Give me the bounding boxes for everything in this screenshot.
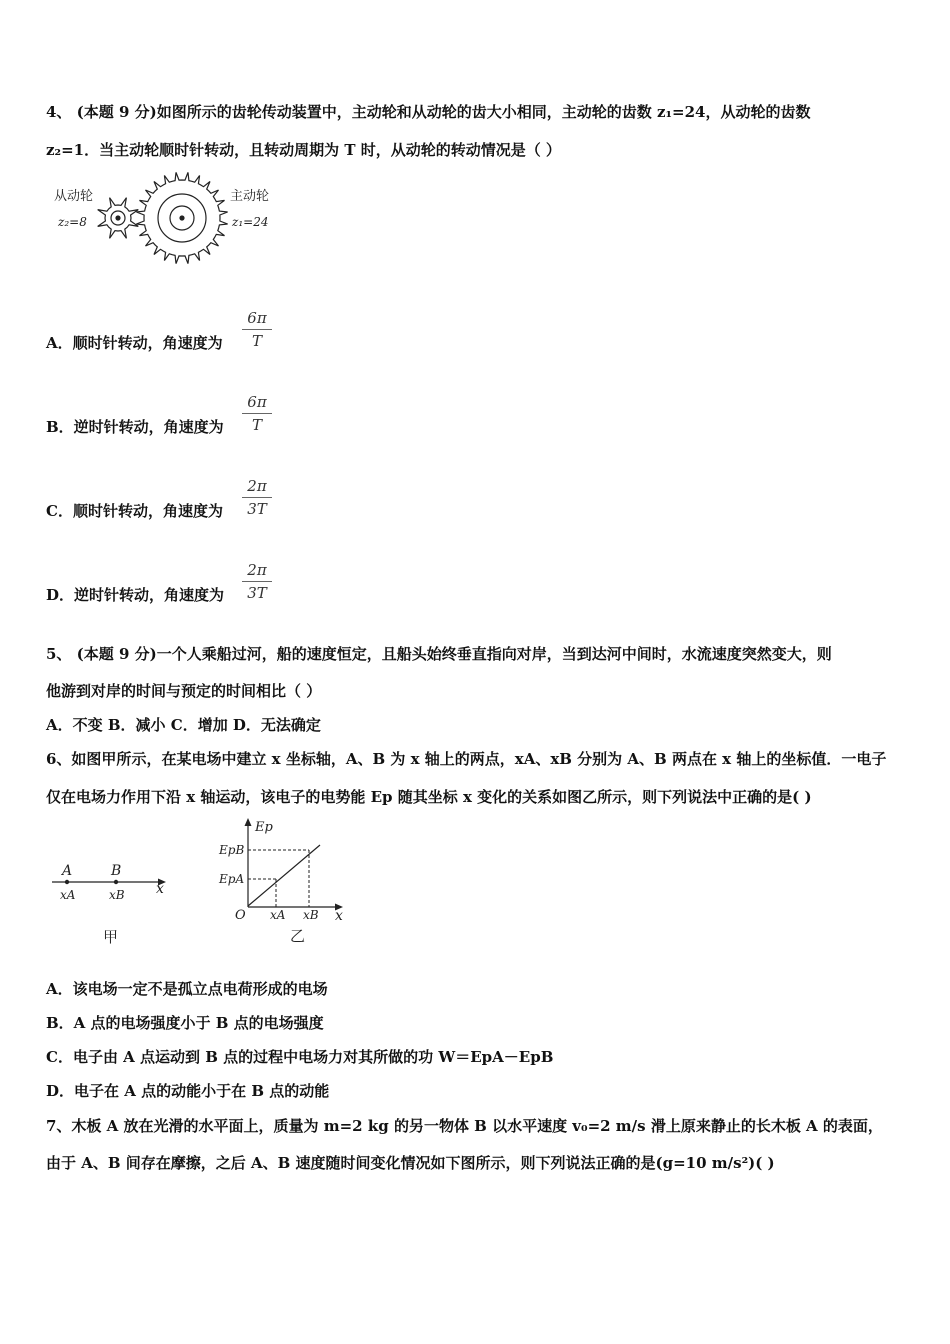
figure-yi	[215, 815, 360, 950]
q5-line1: 5、 (本题 9 分)一个人乘船过河，船的速度恒定，且船头始终垂直指向对岸，当到达河中间时，水流速度突然变大，则	[46, 645, 832, 663]
figure-jia	[46, 855, 186, 950]
q4-option-b-fraction: 6π T	[242, 392, 272, 435]
jia-label-xa: xA	[60, 888, 76, 902]
driven-label: 从动轮	[54, 189, 94, 204]
q4-option-a: A．顺时针转动，角速度为	[46, 334, 223, 352]
q4-line1: 4、 (本题 9 分)如图所示的齿轮传动装置中，主动轮和从动轮的齿大小相同，主动轮的齿数 z₁=24，从动轮的齿数	[46, 103, 811, 121]
driver-label: 主动轮	[230, 189, 270, 204]
q6-line1: 6、如图甲所示，在某电场中建立 x 坐标轴，A、B 为 x 轴上的两点，xA、xB 分别为 A、B 两点在 x 轴上的坐标值．一电子	[46, 750, 887, 768]
jia-caption: 甲	[103, 928, 119, 946]
yi-label-epb: EpB	[219, 843, 245, 857]
q7-line1: 7、木板 A 放在光滑的水平面上，质量为 m=2 kg 的另一物体 B 以水平速度 v₀=2 m/s 滑上原来静止的长木板 A 的表面，	[46, 1117, 883, 1135]
q7-line2: 由于 A、B 间存在摩擦，之后 A、B 速度随时间变化情况如下图所示，则下列说法正确的是(g=10 m/s²)( )	[46, 1154, 775, 1172]
q6-option-c: C．电子由 A 点运动到 B 点的过程中电场力对其所做的功 W＝EpA－EpB	[46, 1048, 554, 1066]
gear-figure	[46, 170, 286, 270]
jia-label-a: A	[62, 863, 73, 879]
q5-line2: 他游到对岸的时间与预定的时间相比（ ）	[46, 682, 322, 700]
q6-option-d: D．电子在 A 点的动能小于在 B 点的动能	[46, 1082, 330, 1100]
driver-teeth: z₁=24	[232, 215, 269, 229]
driven-gear-icon	[98, 198, 139, 239]
jia-label-x: x	[156, 881, 164, 897]
q4-option-b: B．逆时针转动，角速度为	[46, 418, 224, 436]
q5-options: A．不变 B．减小 C．增加 D．无法确定	[46, 716, 321, 734]
yi-label-xa: xA	[270, 908, 286, 922]
q6-line2: 仅在电场力作用下沿 x 轴运动，该电子的电势能 Ep 随其坐标 x 变化的关系如图乙所示，则下列说法中正确的是( )	[46, 788, 812, 806]
driver-gear-icon	[136, 172, 227, 263]
q6-option-b: B．A 点的电场强度小于 B 点的电场强度	[46, 1014, 324, 1032]
yi-label-ep: Ep	[255, 820, 273, 835]
yi-label-origin: O	[235, 908, 246, 923]
q4-option-c-fraction: 2π 3T	[242, 476, 272, 519]
jia-label-b: B	[111, 863, 122, 879]
q6-option-a: A．该电场一定不是孤立点电荷形成的电场	[46, 980, 328, 998]
q4-option-d: D．逆时针转动，角速度为	[46, 586, 225, 604]
q4-option-c: C．顺时针转动，角速度为	[46, 502, 223, 520]
yi-caption: 乙	[290, 927, 306, 945]
q4-option-d-fraction: 2π 3T	[242, 560, 272, 603]
yi-label-epa: EpA	[219, 872, 245, 886]
yi-label-x: x	[335, 908, 343, 924]
q4-option-a-fraction: 6π T	[242, 308, 272, 351]
jia-label-xb: xB	[109, 888, 125, 902]
driven-teeth: z₂=8	[58, 215, 87, 229]
yi-label-xb: xB	[303, 908, 319, 922]
q4-line2: z₂=1．当主动轮顺时针转动，且转动周期为 T 时，从动轮的转动情况是（ ）	[46, 141, 561, 159]
